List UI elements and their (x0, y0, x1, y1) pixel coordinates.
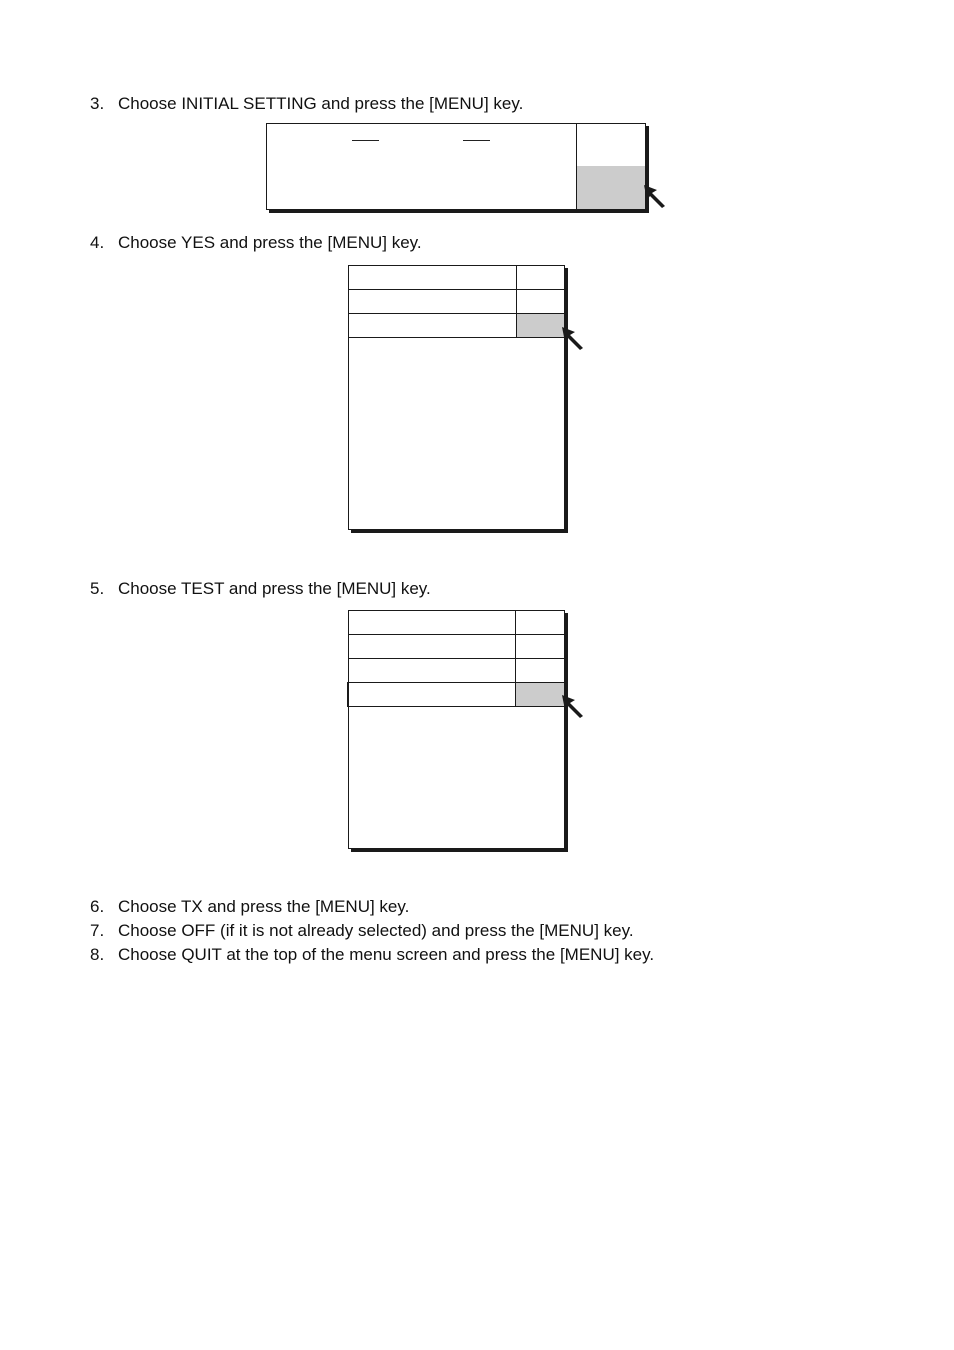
row-border (347, 682, 348, 707)
step-number: 5. (90, 579, 105, 598)
arrow-cursor-icon (561, 326, 587, 352)
menu-screen (348, 610, 565, 849)
step-6 (90, 897, 409, 917)
step-number: 8. (90, 945, 105, 964)
step-7 (90, 921, 634, 941)
step-text: Choose OFF (if it is not already selected) and press the [MENU] key. (118, 921, 634, 940)
step-text: Choose QUIT at the top of the menu screen and press the [MENU] key. (118, 945, 655, 964)
step-5 (90, 579, 431, 599)
step-3 (90, 94, 523, 114)
step-4 (90, 233, 422, 253)
selected-item-highlight (517, 314, 564, 337)
menu-screen (348, 265, 565, 530)
row-divider (349, 658, 564, 659)
step-text: Choose TEST and press the [MENU] key. (118, 579, 431, 598)
step-8 (90, 945, 654, 965)
row-divider (349, 289, 564, 290)
selected-item-highlight (516, 683, 564, 706)
step-text: Choose INITIAL SETTING and press the [MENU] key. (118, 94, 524, 113)
underline-mark (352, 140, 379, 141)
row-divider (349, 337, 564, 338)
step-number: 6. (90, 897, 105, 916)
row-divider (347, 706, 564, 707)
step-number: 4. (90, 233, 105, 252)
underline-mark (463, 140, 490, 141)
step-number: 7. (90, 921, 105, 940)
arrow-cursor-icon (561, 694, 587, 720)
row-divider (349, 634, 564, 635)
step-number: 3. (90, 94, 105, 113)
step-text: Choose YES and press the [MENU] key. (118, 233, 422, 252)
arrow-cursor-icon (643, 184, 669, 210)
step-text: Choose TX and press the [MENU] key. (118, 897, 410, 916)
selected-item-highlight (577, 166, 645, 209)
